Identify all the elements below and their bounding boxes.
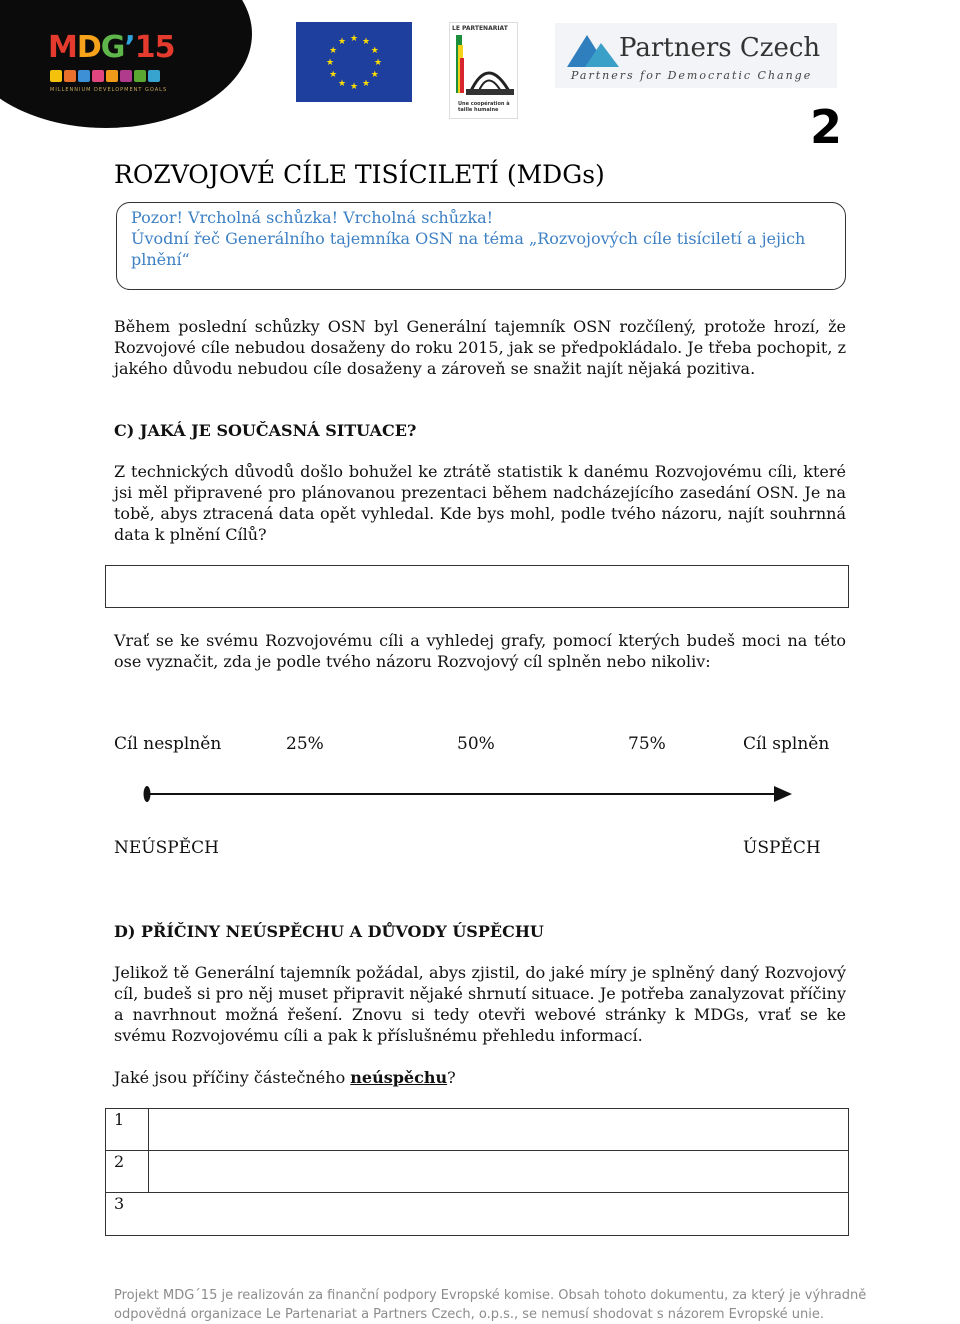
failure-question: [114, 1067, 456, 1088]
page-number: 2: [810, 100, 843, 154]
footer-line-1: Projekt MDG´15 je realizován za finanční podpory Evropské komise. Obsah tohoto dokumentu, za který je výhradně: [114, 1288, 867, 1303]
eu-star-icon: ★: [329, 46, 338, 56]
scale-label-50: 50%: [457, 734, 495, 754]
eu-star-icon: ★: [373, 58, 383, 68]
intro-paragraph: Během poslední schůzky OSN byl Generální tajemník OSN rozčílený, protože hrozí, že Rozvojové cíle nebudou dosaženy do roku 2015, jak se předpokládalo. Je třeba pochopit, z jakého důvodu nebudou cíle dosaženy a zároveň se snažit najít nějaká pozitiva.: [114, 317, 846, 378]
mdg-goal-icons: [50, 70, 160, 82]
row-number: 3: [114, 1194, 125, 1213]
eu-star-icon: ★: [337, 37, 347, 48]
footer-disclaimer: [114, 1286, 867, 1324]
mdg-goal-icon: [78, 70, 90, 82]
scale-end-failure: NEÚSPĚCH: [114, 838, 219, 858]
failure-question-prefix: Jaké jsou příčiny částečného: [114, 1068, 351, 1087]
mdg-goal-icon: [92, 70, 104, 82]
eu-star-icon: ★: [361, 37, 371, 48]
axis-arrow-icon: [774, 786, 792, 802]
le-partenariat-logo: [449, 22, 518, 119]
eu-star-icon: ★: [337, 78, 347, 89]
partners-czech-tagline: Partners for Democratic Change: [571, 69, 813, 82]
partners-czech-name: Partners Czech: [619, 33, 821, 63]
eu-flag-logo: [296, 22, 412, 102]
alert-line-1: Pozor! Vrcholná schůzka! Vrcholná schůzka!: [131, 208, 494, 227]
answer-field-data-sources[interactable]: [105, 565, 849, 608]
mdg-goal-icon: [64, 70, 76, 82]
eu-star-icon: ★: [325, 58, 335, 68]
scale-instructions: Vrať se ke svému Rozvojovému cíli a vyhledej grafy, pomocí kterých budeš moci na této ose vyznačit, zda je podle tvého názoru Rozvojový cíl splněn nebo nikoliv:: [114, 631, 846, 671]
section-d-heading: D) PŘÍČINY NEÚSPĚCHU A DŮVODY ÚSPĚCHU: [114, 922, 544, 941]
mdg-goal-icon: [106, 70, 118, 82]
partenariat-title: LE PARTENARIAT: [452, 25, 508, 32]
answer-field-text: [106, 566, 848, 586]
row-number: 1: [114, 1110, 125, 1129]
failure-reasons-table: [105, 1108, 849, 1236]
alert-box: [116, 202, 846, 290]
mdg-logo-subtitle: MILLENNIUM DEVELOPMENT GOALS: [50, 87, 168, 93]
row-number: 2: [114, 1152, 125, 1171]
table-row[interactable]: [106, 1151, 848, 1193]
section-c-paragraph: Z technických důvodů došlo bohužel ke ztrátě statistik k danému Rozvojovému cíli, které jsi měl připravené pro plánovanou prezentaci během nadcházejícího zasedání OSN. Je na tobě, abys ztracená data opět vyhledal. Kde bys mohl, podle tvého názoru, najít souhrnná data k plnění Cílů?: [114, 462, 846, 544]
section-d-paragraph: Jelikož tě Generální tajemník požádal, abys zjistil, do jaké míry je splněný daný Rozvojový cíl, budeš si pro něj muset připravit nějaké shrnutí situace. Je potřeba zanalyzovat příčiny a navrhnout možná řešení. Znovu si tedy otevři webové stránky k MDGs, vrať se ke svému Rozvojovému cíli a pak k příslušnému přehledu informací.: [114, 963, 846, 1045]
mdg-goal-icon: [134, 70, 146, 82]
mdg-goal-icon: [148, 70, 160, 82]
eu-star-icon: ★: [349, 82, 359, 92]
scale-label-met: Cíl splněn: [743, 734, 830, 754]
mountains-icon: [565, 29, 621, 73]
partenariat-subtitle: Une coopération à taille humaine: [458, 101, 510, 113]
mdg-goal-icon: [120, 70, 132, 82]
mdg-goal-icon: [50, 70, 62, 82]
scale-label-75: 75%: [628, 734, 666, 754]
failure-question-suffix: ?: [447, 1068, 456, 1087]
scale-label-25: 25%: [286, 734, 324, 754]
table-row[interactable]: [106, 1109, 848, 1151]
eu-star-icon: ★: [349, 34, 359, 44]
page-title: ROZVOJOVÉ CÍLE TISÍCILETÍ (MDGs): [114, 160, 605, 189]
success-scale-axis[interactable]: [140, 780, 800, 808]
eu-star-icon: ★: [361, 78, 371, 89]
scale-end-success: ÚSPĚCH: [743, 838, 821, 858]
alert-text: [131, 207, 821, 270]
partners-czech-logo: [555, 23, 837, 88]
failure-question-emphasis: neúspěchu: [350, 1068, 448, 1087]
table-row[interactable]: [106, 1193, 848, 1235]
section-c-heading: C) JAKÁ JE SOUČASNÁ SITUACE?: [114, 421, 417, 440]
footer-line-2: odpovědná organizace Le Partenariat a Partners Czech, o.p.s., se nemusí shodovat s názorem Evropské unie.: [114, 1307, 824, 1322]
eu-stars-icon: [296, 22, 412, 102]
alert-line-2: Úvodní řeč Generálního tajemníka OSN na téma „Rozvojových cíle tisíciletí a jejich plnění“: [131, 229, 806, 269]
mdg-logo-text: MDG’15: [48, 30, 175, 65]
eu-star-icon: ★: [370, 70, 379, 80]
mdg-logo-year: 15: [134, 30, 175, 65]
mdg-logo: [48, 30, 208, 100]
eu-star-icon: ★: [370, 46, 379, 56]
scale-label-not-met: Cíl nesplněn: [114, 734, 222, 754]
eu-star-icon: ★: [329, 70, 338, 80]
